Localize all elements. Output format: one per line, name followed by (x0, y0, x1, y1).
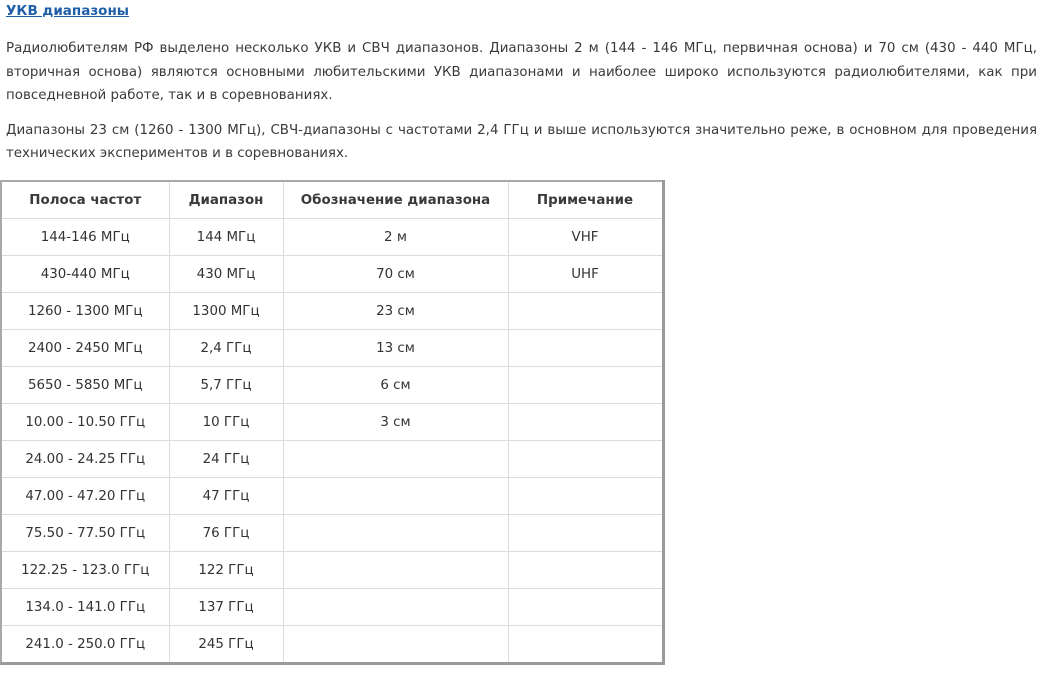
cell-band: 47 ГГц (169, 478, 283, 515)
cell-band: 137 ГГц (169, 589, 283, 626)
bands-table (0, 180, 665, 665)
table-header-row (1, 181, 663, 219)
header-band: Диапазон (169, 181, 283, 219)
cell-band: 122 ГГц (169, 552, 283, 589)
intro-paragraph: Радиолюбителям РФ выделено несколько УКВ и СВЧ диапазонов. Диапазоны 2 м (144 - 146 МГц, первичная основа) и 70 см (430 - 440 МГц, вторичная основа) являются основными любительскими УКВ диапазонами и наиболее широко используются радиолюбителями, как при повседневной работе, так и в соревнованиях. (6, 41, 1037, 103)
cell-frequency-band: 75.50 - 77.50 ГГц (1, 515, 169, 552)
cell-designation: 3 см (283, 404, 508, 441)
cell-designation (283, 589, 508, 626)
header-frequency-band: Полоса частот (1, 181, 169, 219)
cell-designation: 70 см (283, 256, 508, 293)
cell-frequency-band: 122.25 - 123.0 ГГц (1, 552, 169, 589)
cell-frequency-band: 5650 - 5850 МГц (1, 367, 169, 404)
table-row (1, 478, 663, 515)
cell-note (508, 330, 663, 367)
header-band-designation: Обозначение диапазона (283, 181, 508, 219)
cell-band: 430 МГц (169, 256, 283, 293)
cell-frequency-band: 24.00 - 24.25 ГГц (1, 441, 169, 478)
cell-frequency-band: 10.00 - 10.50 ГГц (1, 404, 169, 441)
cell-note (508, 515, 663, 552)
cell-band: 24 ГГц (169, 441, 283, 478)
cell-band: 245 ГГц (169, 626, 283, 664)
cell-note: VHF (508, 219, 663, 256)
table-row (1, 552, 663, 589)
table-row (1, 367, 663, 404)
cell-band: 144 МГц (169, 219, 283, 256)
table-row (1, 404, 663, 441)
table-row (1, 515, 663, 552)
table-row (1, 256, 663, 293)
cell-note (508, 626, 663, 664)
cell-designation (283, 441, 508, 478)
table-row (1, 626, 663, 664)
table-row (1, 293, 663, 330)
cell-band: 10 ГГц (169, 404, 283, 441)
cell-designation (283, 626, 508, 664)
cell-designation (283, 552, 508, 589)
cell-designation: 2 м (283, 219, 508, 256)
cell-frequency-band: 430-440 МГц (1, 256, 169, 293)
cell-frequency-band: 2400 - 2450 МГц (1, 330, 169, 367)
cell-note: UHF (508, 256, 663, 293)
table-row (1, 330, 663, 367)
cell-band: 1300 МГц (169, 293, 283, 330)
cell-designation: 23 см (283, 293, 508, 330)
cell-note (508, 552, 663, 589)
cell-frequency-band: 47.00 - 47.20 ГГц (1, 478, 169, 515)
cell-note (508, 293, 663, 330)
second-paragraph: Диапазоны 23 см (1260 - 1300 МГц), СВЧ-диапазоны с частотами 2,4 ГГц и выше используются значительно реже, в основном для проведения технических экспериментов и в соревнованиях. (6, 122, 1037, 161)
table-row (1, 441, 663, 478)
table-row (1, 589, 663, 626)
cell-note (508, 441, 663, 478)
cell-designation: 6 см (283, 367, 508, 404)
cell-frequency-band: 241.0 - 250.0 ГГц (1, 626, 169, 664)
cell-frequency-band: 144-146 МГц (1, 219, 169, 256)
cell-note (508, 589, 663, 626)
cell-band: 76 ГГц (169, 515, 283, 552)
cell-note (508, 478, 663, 515)
cell-frequency-band: 1260 - 1300 МГц (1, 293, 169, 330)
cell-designation (283, 515, 508, 552)
cell-note (508, 404, 663, 441)
cell-note (508, 367, 663, 404)
cell-frequency-band: 134.0 - 141.0 ГГц (1, 589, 169, 626)
cell-designation: 13 см (283, 330, 508, 367)
article (6, 0, 1037, 166)
table-row (1, 219, 663, 256)
article-title-link[interactable]: УКВ диапазоны (6, 3, 129, 19)
cell-band: 5,7 ГГц (169, 367, 283, 404)
header-note: Примечание (508, 181, 663, 219)
cell-band: 2,4 ГГц (169, 330, 283, 367)
cell-designation (283, 478, 508, 515)
